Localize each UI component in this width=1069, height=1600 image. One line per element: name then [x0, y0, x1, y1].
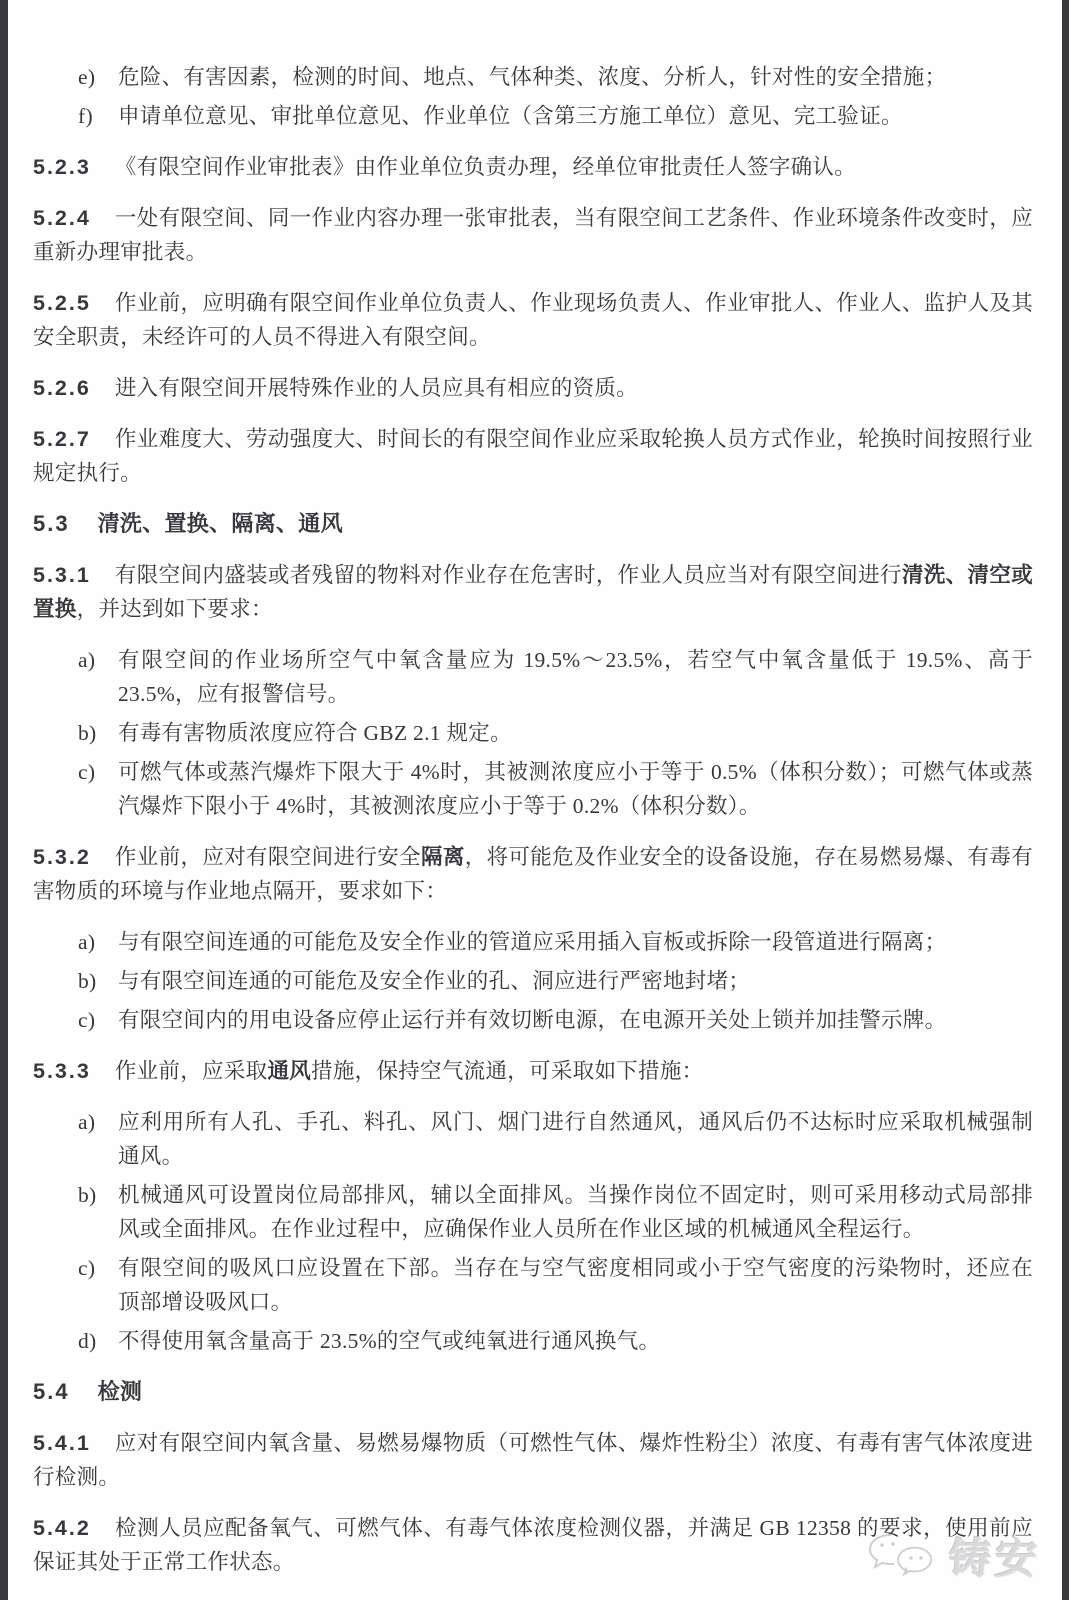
emphasis-text: 检测 — [97, 1379, 143, 1404]
list-item-label: c) — [78, 1256, 96, 1280]
clause-paragraph — [33, 150, 1033, 184]
list-item-label: f) — [78, 104, 93, 128]
body-text: 机械通风可设置岗位局部排风，辅以全面排风。当操作岗位不固定时，则可采用移动式局部排风或全面排风。在作业过程中，应确保作业人员所在作业区域的机械通风全程运行。 — [118, 1183, 1033, 1241]
body-text: 作业前，应明确有限空间作业单位负责人、作业现场负责人、作业审批人、作业人、监护人及其安全职责，未经许可的人员不得进入有限空间。 — [33, 291, 1033, 349]
body-text: 作业前，应采取 — [114, 1059, 268, 1083]
block-text — [118, 1110, 1033, 1168]
list-item — [33, 716, 1033, 750]
list-item-label: c) — [78, 1008, 96, 1032]
block-text — [33, 845, 1033, 903]
clause-paragraph — [33, 840, 1033, 908]
block-text — [118, 1329, 660, 1353]
list-item-label: c) — [78, 760, 96, 784]
body-text: 危险、有害因素，检测的时间、地点、气体种类、浓度、分析人，针对性的安全措施； — [118, 65, 947, 89]
body-text: 有限空间内的用电设备应停止运行并有效切断电源，在电源开关处上锁并加挂警示牌。 — [118, 1008, 947, 1032]
body-text: 申请单位意见、审批单位意见、作业单位（含第三方施工单位）意见、完工验证。 — [118, 104, 903, 128]
block-text — [118, 65, 946, 89]
emphasis-text: 隔离 — [420, 845, 465, 869]
block-text — [33, 1431, 1033, 1489]
clause-paragraph — [33, 422, 1033, 490]
section-heading — [33, 507, 1033, 541]
list-item-label: a) — [78, 1110, 96, 1134]
clause-number: 5.2.4 — [33, 206, 91, 230]
clause-paragraph — [33, 286, 1033, 354]
block-text — [118, 1008, 946, 1032]
list-item-label: a) — [78, 930, 96, 954]
body-text: 可燃气体或蒸汽爆炸下限大于 4%时，其被测浓度应小于等于 0.5%（体积分数）；可燃气体或蒸汽爆炸下限小于 4%时，其被测浓度应小于等于 0.2%（体积分数）。 — [118, 760, 1033, 818]
body-text: 应利用所有人孔、手孔、料孔、风门、烟门进行自然通风，通风后仍不达标时应采取机械强制通风。 — [118, 1110, 1033, 1168]
block-text — [118, 1256, 1033, 1314]
block-text — [118, 969, 750, 993]
clause-paragraph — [33, 371, 1033, 405]
block-text — [118, 104, 903, 128]
body-text: 检测人员应配备氧气、可燃气体、有毒气体浓度检测仪器，并满足 GB 12358 的要求，使用前应保证其处于正常工作状态。 — [33, 1516, 1033, 1574]
body-text: 有限空间内盛装或者残留的物料对作业存在危害时，作业人员应当对有限空间进行 — [114, 563, 902, 587]
clause-number: 5.2.5 — [33, 291, 91, 315]
body-text: 与有限空间连通的可能危及安全作业的管道应采用插入盲板或拆除一段管道进行隔离； — [118, 930, 947, 954]
block-text — [115, 1059, 704, 1083]
clause-number: 5.3.3 — [33, 1059, 91, 1083]
scan-edge-right — [1062, 0, 1069, 1600]
section-heading — [33, 1375, 1033, 1409]
body-text: 《有限空间作业审批表》由作业单位负责办理，经单位审批责任人签字确认。 — [114, 155, 857, 179]
block-text — [118, 760, 1033, 818]
list-item — [33, 1003, 1033, 1037]
block-text — [118, 930, 946, 954]
list-item-label: a) — [78, 648, 96, 672]
clause-paragraph — [33, 1511, 1033, 1579]
clause-number: 5.4.1 — [33, 1431, 91, 1455]
list-item — [33, 1251, 1033, 1319]
list-item — [33, 1105, 1033, 1173]
clause-paragraph — [33, 201, 1033, 269]
list-item — [33, 99, 1033, 133]
list-item — [33, 643, 1033, 711]
list-item-label: e) — [78, 65, 96, 89]
clause-number: 5.2.6 — [33, 376, 91, 400]
body-text: 不得使用氧含量高于 23.5%的空气或纯氧进行通风换气。 — [118, 1329, 661, 1353]
block-text — [33, 206, 1033, 264]
body-text: 措施，保持空气流通，可采取如下措施： — [311, 1059, 704, 1083]
clause-paragraph — [33, 1426, 1033, 1494]
list-item-label: b) — [78, 721, 97, 745]
block-text — [118, 1183, 1033, 1241]
list-item — [33, 1324, 1033, 1358]
clause-number: 5.2.3 — [33, 155, 91, 179]
body-text: 应对有限空间内氧含量、易燃易爆物质（可燃性气体、爆炸性粉尘）浓度、有毒有害气体浓度进行检测。 — [33, 1431, 1033, 1489]
body-text: ，并达到如下要求： — [76, 597, 273, 621]
clause-number: 5.3.1 — [33, 563, 91, 587]
list-item — [33, 60, 1033, 94]
clause-number: 5.3 — [33, 511, 70, 536]
body-text: 与有限空间连通的可能危及安全作业的孔、洞应进行严密地封堵； — [118, 969, 751, 993]
block-text — [33, 563, 1033, 621]
block-text — [115, 376, 638, 400]
list-item — [33, 755, 1033, 823]
body-text: ，将可能危及作业安全的设备设施，存在易燃易爆、有毒有害物质的环境与作业地点隔开，要求如下： — [33, 845, 1034, 903]
body-text: 有毒有害物质浓度应符合 GBZ 2.1 规定。 — [118, 721, 512, 745]
clause-paragraph — [33, 558, 1033, 626]
list-item-label: b) — [78, 969, 97, 993]
clause-number: 5.3.2 — [33, 845, 91, 869]
clause-number: 5.4 — [33, 1379, 70, 1404]
body-text: 作业难度大、劳动强度大、时间长的有限空间作业应采取轮换人员方式作业，轮换时间按照行业规定执行。 — [33, 427, 1033, 485]
block-text — [33, 1516, 1033, 1574]
emphasis-text: 清洗、清空或置换 — [33, 563, 1033, 621]
emphasis-text: 清洗、置换、隔离、通风 — [97, 511, 343, 536]
list-item-label: d) — [78, 1329, 97, 1353]
body-text: 一处有限空间、同一作业内容办理一张审批表，当有限空间工艺条件、作业环境条件改变时，应重新办理审批表。 — [33, 206, 1033, 264]
list-item — [33, 1178, 1033, 1246]
emphasis-text: 通风 — [267, 1059, 312, 1083]
block-text — [98, 511, 343, 536]
clause-number: 5.2.7 — [33, 427, 91, 451]
body-text: 进入有限空间开展特殊作业的人员应具有相应的资质。 — [114, 376, 639, 400]
block-text — [115, 155, 856, 179]
clause-paragraph — [33, 1054, 1033, 1088]
block-text — [118, 721, 512, 745]
list-item — [33, 964, 1033, 998]
body-text: 有限空间的作业场所空气中氧含量应为 19.5%～23.5%，若空气中氧含量低于 19.5%、高于 23.5%，应有报警信号。 — [118, 648, 1033, 706]
block-text — [98, 1379, 143, 1404]
block-text — [33, 427, 1033, 485]
watermark-text: 铸安 — [947, 1535, 1043, 1582]
list-item-label: b) — [78, 1183, 97, 1207]
block-text — [118, 648, 1033, 706]
document-content — [33, 60, 1033, 1579]
body-text: 有限空间的吸风口应设置在下部。当存在与空气密度相同或小于空气密度的污染物时，还应在顶部增设吸风口。 — [118, 1256, 1033, 1314]
block-text — [33, 291, 1033, 349]
body-text: 作业前，应对有限空间进行安全 — [114, 845, 421, 869]
clause-number: 5.4.2 — [33, 1516, 91, 1540]
scan-edge-left — [0, 0, 8, 1600]
list-item — [33, 925, 1033, 959]
